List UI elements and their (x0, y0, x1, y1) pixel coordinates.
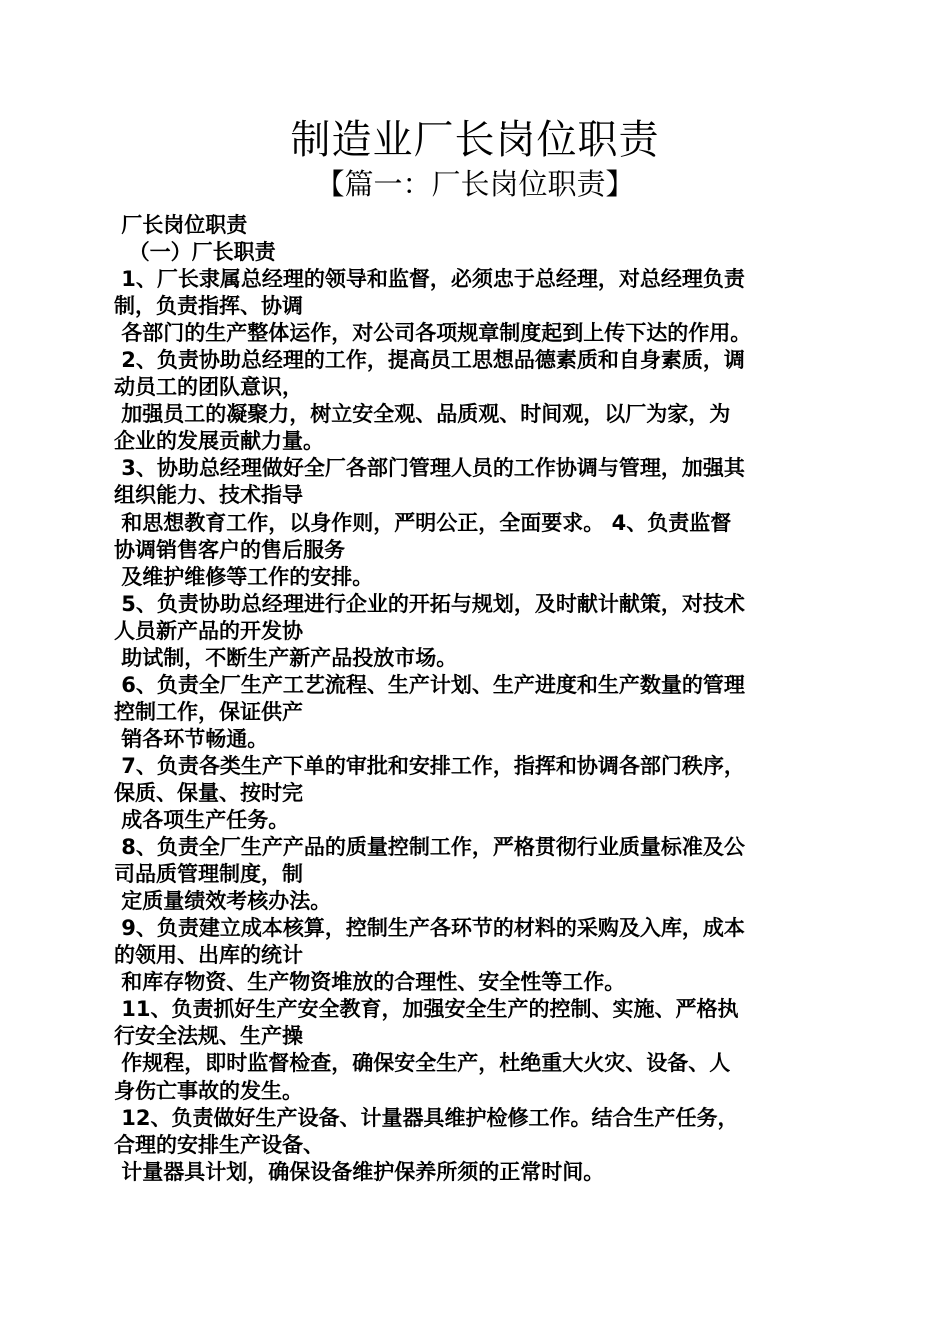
document-body (114, 212, 844, 1186)
body-text-line: 5、负责协助总经理进行企业的开拓与规划，及时献计献策，对技术 (114, 591, 745, 616)
body-text-line: 1、厂长隶属总经理的领导和监督，必须忠于总经理，对总经理负责 (114, 267, 745, 292)
body-text-line: 身伤亡事故的发生。 (114, 1078, 303, 1103)
document-subtitle: 【篇一：厂长岗位职责】 (315, 167, 635, 201)
body-text-line: 人员新产品的开发协 (114, 618, 303, 643)
body-text-line: 8、负责全厂生产产品的质量控制工作，严格贯彻行业质量标准及公 (114, 835, 745, 860)
body-text-line: 销各环节畅通。 (114, 726, 269, 751)
body-text-line: 定质量绩效考核办法。 (114, 889, 332, 914)
body-text-line: 11、负责抓好生产安全教育，加强安全生产的控制、实施、严格执 (114, 997, 739, 1022)
body-text-line: 协调销售客户的售后服务 (114, 537, 345, 562)
body-text-line: 企业的发展贡献力量。 (114, 429, 324, 454)
body-text-line: 制，负责指挥、协调 (114, 294, 303, 319)
body-text-line: 厂长岗位职责 (114, 213, 248, 237)
body-text-line: 控制工作，保证供产 (114, 699, 303, 724)
body-text-line: 助试制，不断生产新产品投放市场。 (114, 645, 458, 670)
body-text-line: 2、负责协助总经理的工作，提高员工思想品德素质和自身素质，调 (114, 348, 745, 373)
body-text-line: 3、协助总经理做好全厂各部门管理人员的工作协调与管理，加强其 (114, 456, 745, 481)
body-text-line: （一）厂长职责 (114, 240, 276, 265)
body-text-line: 合理的安排生产设备、 (114, 1132, 324, 1157)
body-text-line: 的领用、出库的统计 (114, 943, 303, 968)
body-text-line: 成各项生产任务。 (114, 808, 290, 833)
body-text-line: 司品质管理制度，制 (114, 862, 303, 887)
document-title: 制造业厂长岗位职责 (290, 117, 660, 163)
body-text-line: 各部门的生产整体运作，对公司各项规章制度起到上传下达的作用。 (114, 321, 752, 346)
body-text-line: 6、负责全厂生产工艺流程、生产计划、生产进度和生产数量的管理 (114, 672, 745, 697)
body-text-line: 及维护维修等工作的安排。 (114, 564, 374, 589)
body-text-line: 计量器具计划，确保设备维护保养所须的正常时间。 (114, 1159, 605, 1184)
body-text-line: 保质、保量、按时完 (114, 780, 303, 805)
body-text-line: 9、负责建立成本核算，控制生产各环节的材料的采购及入库，成本 (114, 916, 745, 941)
body-text-line: 和思想教育工作，以身作则，严明公正，全面要求。 4、负责监督 (114, 510, 732, 535)
body-text-line: 和库存物资、生产物资堆放的合理性、安全性等工作。 (114, 970, 626, 995)
body-text-line: 行安全法规、生产操 (114, 1024, 303, 1049)
body-text-line: 12、负责做好生产设备、计量器具维护检修工作。结合生产任务， (114, 1105, 739, 1130)
body-text-line: 动员工的团队意识， (114, 375, 303, 400)
body-text-line: 7、负责各类生产下单的审批和安排工作，指挥和协调各部门秩序， (114, 753, 745, 778)
body-text-line: 加强员工的凝聚力，树立安全观、品质观、时间观，以厂为家，为 (114, 402, 731, 427)
body-text-line: 组织能力、技术指导 (114, 483, 303, 508)
body-text-line: 作规程，即时监督检查，确保安全生产，杜绝重大火灾、设备、人 (114, 1051, 731, 1076)
